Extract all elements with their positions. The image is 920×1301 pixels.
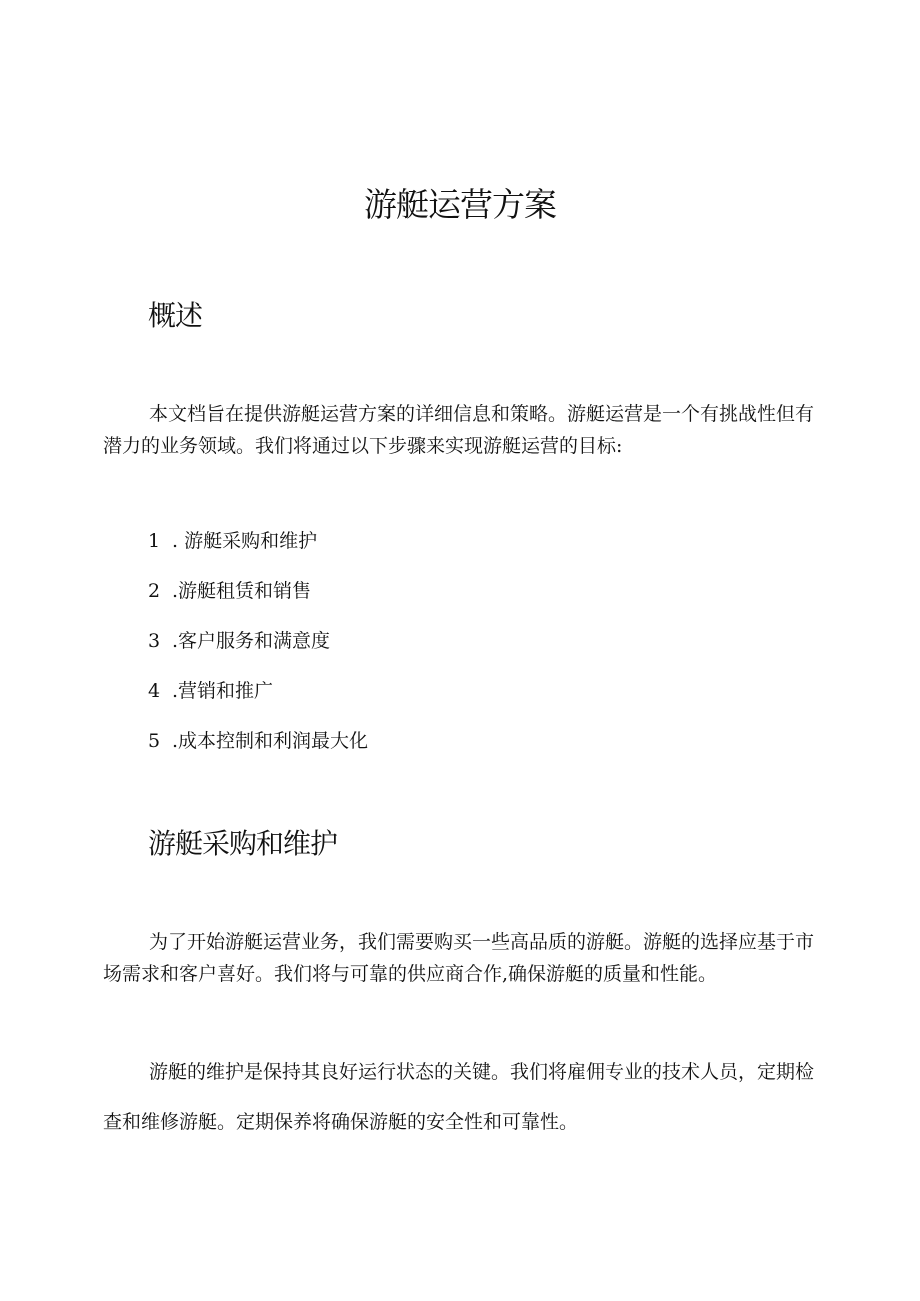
- list-item-text: . 游艇采购和维护: [172, 530, 318, 552]
- list-item-number: 4: [148, 680, 161, 702]
- list-item-text: .游艇租赁和销售: [172, 580, 312, 602]
- list-item: [148, 624, 368, 674]
- overview-paragraph: 本文档旨在提供游艇运营方案的详细信息和策略。游艇运营是一个有挑战性但有潜力的业务领域。我们将通过以下步骤来实现游艇运营的目标:: [103, 403, 815, 457]
- list-item-text: .客户服务和满意度: [172, 630, 331, 652]
- list-item-number: 3: [148, 630, 161, 652]
- list-item: [148, 724, 368, 774]
- list-item-number: 1: [148, 530, 161, 552]
- maintenance-paragraph: 游艇的维护是保持其良好运行状态的关键。我们将雇佣专业的技术人员，定期检查和维修游艇。定期保养将确保游艇的安全性和可靠性。: [103, 1061, 815, 1133]
- section-heading-overview: 概述: [148, 299, 203, 332]
- list-item-text: .成本控制和利润最大化: [172, 730, 369, 752]
- list-item: [148, 524, 368, 574]
- goals-list: [148, 524, 368, 774]
- list-item: [148, 674, 368, 724]
- document-title: 游艇运营方案: [364, 185, 556, 224]
- list-item-number: 5: [148, 730, 161, 752]
- procurement-paragraph: 为了开始游艇运营业务，我们需要购买一些高品质的游艇。游艇的选择应基于市场需求和客户喜好。我们将与可靠的供应商合作,确保游艇的质量和性能。: [103, 931, 815, 985]
- section-heading-procurement: 游艇采购和维护: [148, 827, 338, 860]
- list-item-text: .营销和推广: [172, 680, 274, 702]
- list-item: [148, 574, 368, 624]
- list-item-number: 2: [148, 580, 161, 602]
